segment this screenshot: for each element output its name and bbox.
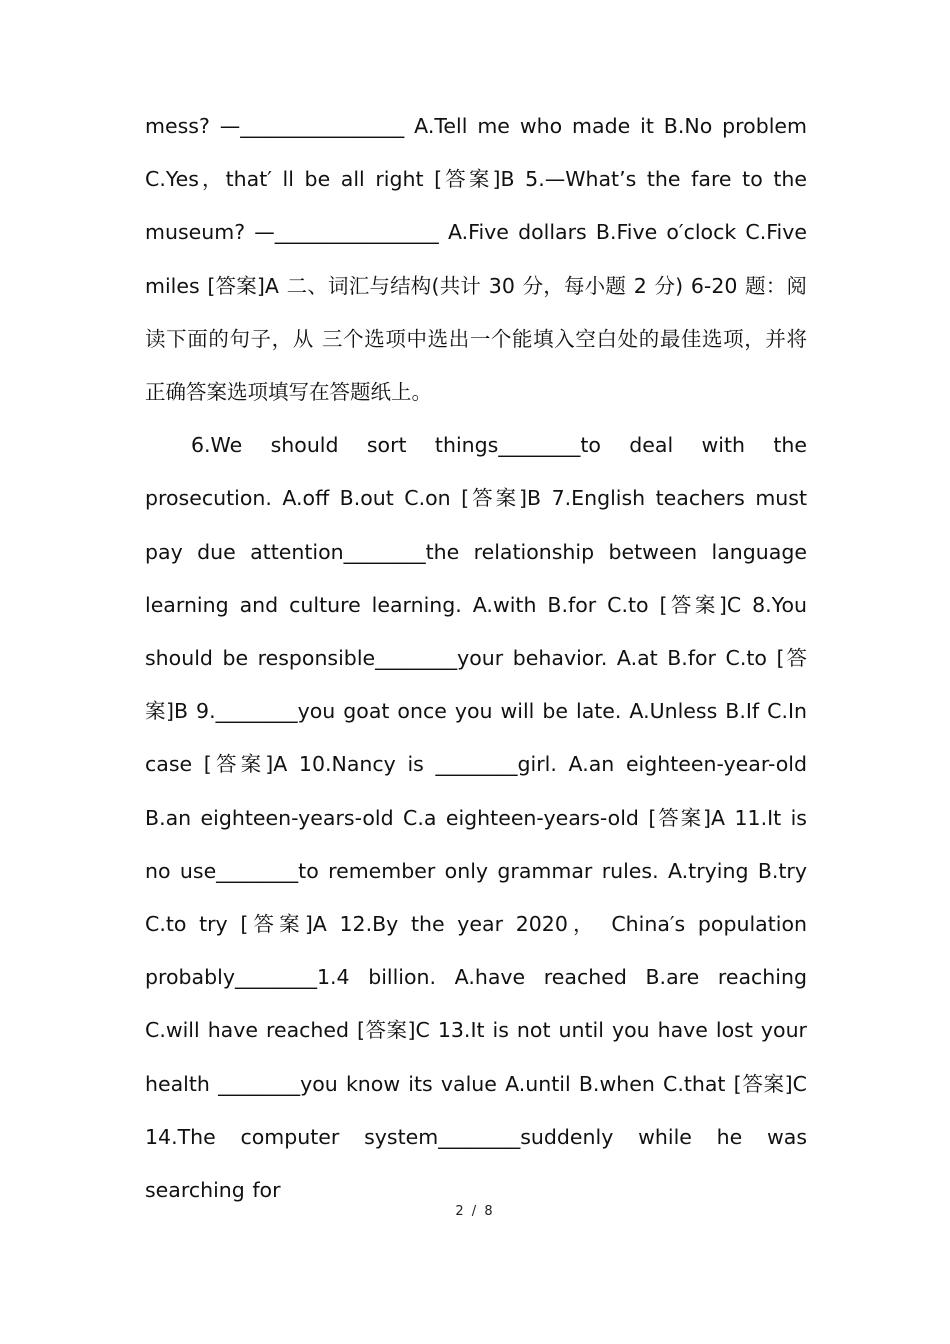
paragraph-intro: mess? —________________ A.Tell me who made it B.No problem C.Yes，that′ ll be all right [答案]B 5.—What’s the fare to the museum? —________________ A.Five dollars B.Five o′clock C.Five miles [答案]A 二、词汇与结构(共计 30 分，每小题 2 分) 6-20 题：阅读下面的句子，从 三个选项中选出一个能填入空白处的最佳选项，并将正确答案选项填写在答题纸上。 bbox=[145, 114, 807, 405]
paragraph-vocabulary-questions: 6.We should sort things________to deal with the prosecution. A.off B.out C.on [答案]B 7.English teachers must pay due attention________the relationship between language learning and culture learning. A.with B.for C.to [答案]C 8.You should be responsible________your behavior. A.at B.for C.to [答案]B 9.________you goat once you will be late. A.Unless B.If C.In case [答案]A 10.Nancy is ________girl. A.an eighteen-year-old B.an eighteen-years-old C.a eighteen-years-old [答案]A 11.It is no use________to remember only grammar rules. A.trying B.try C.to try [答案]A 12.By the year 2020， China′s population probably________1.4 billion. A.have reached B.are reaching C.will have reached [答案]C 13.It is not until you have lost your health ________you know its value A.until B.when C.that [答案]C 14.The computer system________suddenly while he was searching for bbox=[145, 433, 807, 1203]
page-number: 2 / 8 bbox=[455, 1204, 495, 1219]
body-text bbox=[145, 100, 807, 1217]
